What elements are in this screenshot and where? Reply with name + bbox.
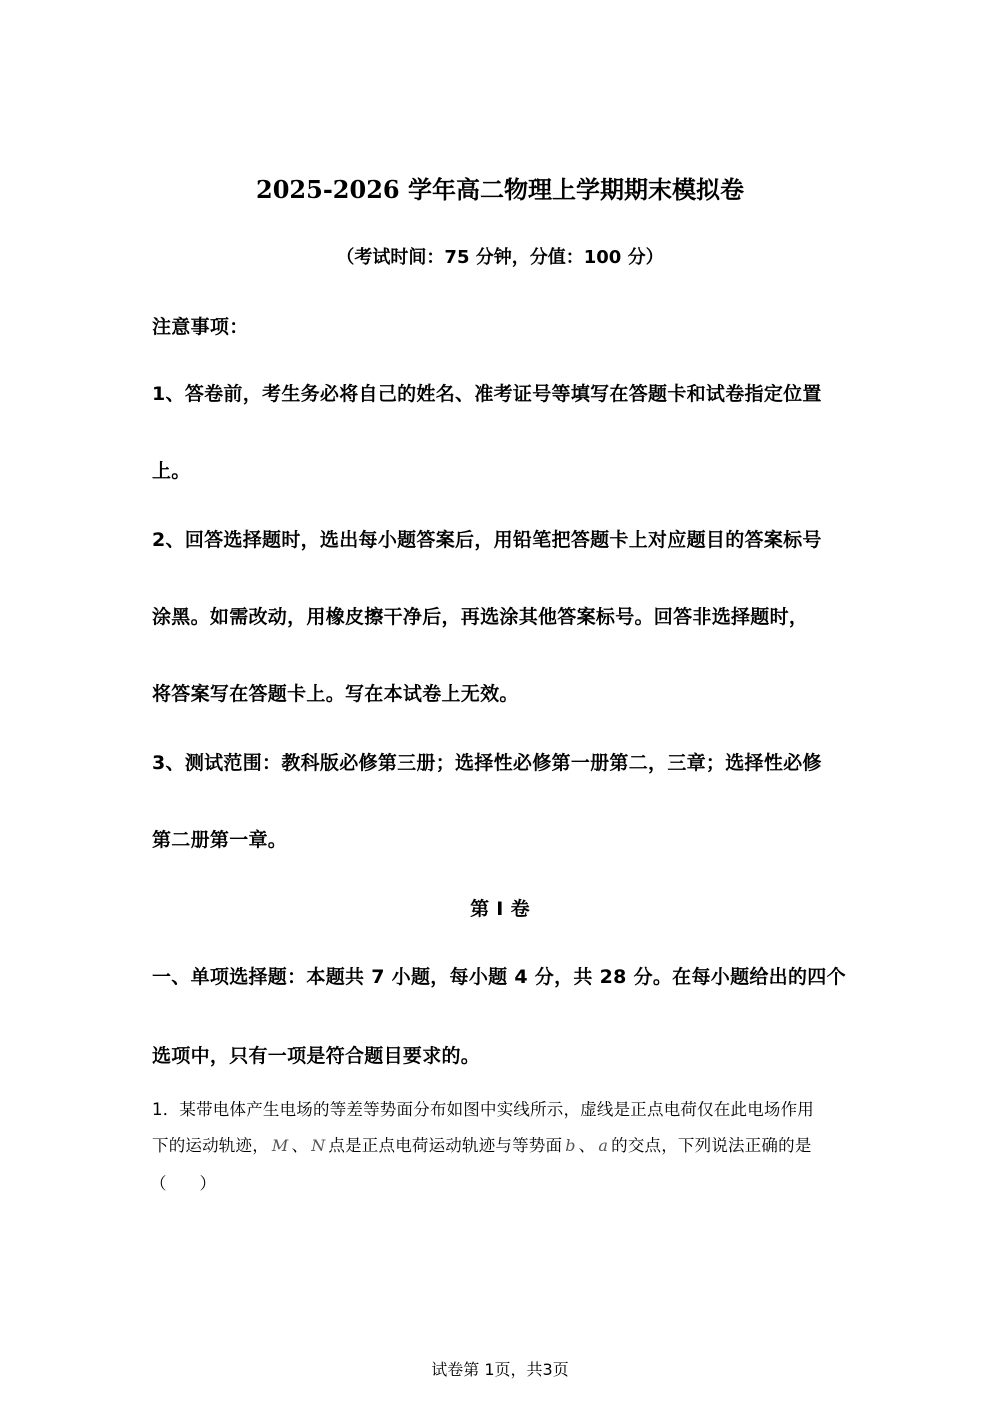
variable-m: M xyxy=(271,1136,289,1155)
section-line-2: 选项中，只有一项是符合题目要求的。 xyxy=(152,1045,481,1067)
question-1-line-2 xyxy=(152,1132,852,1156)
exam-subtitle: （考试时间：75 分钟，分值：100 分） xyxy=(336,247,664,268)
notice-line-4: 涂黑。如需改动，用橡皮擦干净后，再选涂其他答案标号。回答非选择题时， xyxy=(152,606,809,628)
volume-heading: 第 I 卷 xyxy=(470,898,530,920)
notice-line-5: 将答案写在答题卡上。写在本试卷上无效。 xyxy=(152,683,519,705)
question-1-line-1: 1．某带电体产生电场的等差等势面分布如图中实线所示，虚线是正点电荷仅在此电场作用 xyxy=(152,1100,814,1119)
variable-n: N xyxy=(311,1136,326,1155)
question-1-text-a: 下的运动轨迹， xyxy=(152,1136,269,1155)
notice-line-1: 1、答卷前，考生务必将自己的姓名、准考证号等填写在答题卡和试卷指定位置 xyxy=(152,383,822,405)
notice-line-2: 上。 xyxy=(152,460,191,482)
question-1-text-c: 的交点，下列说法正确的是 xyxy=(611,1136,812,1155)
exam-title: 2025-2026 学年高二物理上学期期末模拟卷 xyxy=(256,175,744,204)
separator-2: 、 xyxy=(578,1136,596,1155)
notice-line-7: 第二册第一章。 xyxy=(152,829,288,851)
variable-a: a xyxy=(598,1136,609,1155)
question-1-text-b: 点是正点电荷运动轨迹与等势面 xyxy=(328,1136,563,1155)
section-line-1: 一、单项选择题：本题共 7 小题，每小题 4 分，共 28 分。在每小题给出的四个 xyxy=(152,966,846,988)
page-footer: 试卷第 1页，共3页 xyxy=(431,1360,569,1379)
notice-heading: 注意事项： xyxy=(152,316,249,338)
notice-line-6: 3、测试范围：教科版必修第三册；选择性必修第一册第二，三章；选择性必修 xyxy=(152,752,822,774)
separator-1: 、 xyxy=(291,1136,309,1155)
notice-line-3: 2、回答选择题时，选出每小题答案后，用铅笔把答题卡上对应题目的答案标号 xyxy=(152,529,822,551)
answer-parentheses: （ ） xyxy=(150,1174,216,1193)
variable-b: b xyxy=(565,1136,576,1155)
